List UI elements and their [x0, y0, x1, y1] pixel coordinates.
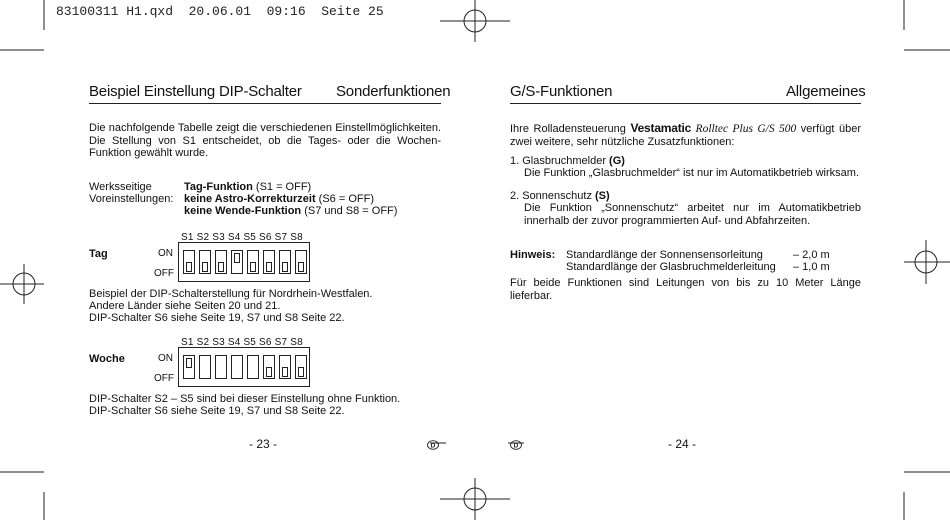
hinweis-label: Hinweis:: [510, 249, 556, 261]
item-2-text: Die Funktion „Sonnenschutz“ arbeitet nur im Automatikbetrieb innerhalb der zuvor programmierten Auf- und Abfahrzeiten.: [524, 202, 861, 227]
hinweis-line-1: Standardlänge der Sonnensensorleitung: [566, 249, 763, 261]
tag-switch-knob-s1: [186, 262, 192, 272]
dip-switch-tag: [178, 242, 310, 282]
tag-off-label: OFF: [154, 268, 174, 279]
tag-switch-knob-s7: [282, 262, 288, 272]
left-page-number: - 23 -: [249, 437, 278, 451]
left-header-section: Sonderfunktionen: [336, 83, 451, 100]
woche-switch-s5: [247, 355, 259, 379]
file-slug: 83100311 H1.qxd 20.06.01 09:16 Seite 25: [56, 4, 384, 19]
tag-switch-s4: [231, 250, 243, 274]
factory-line-3: keine Wende-Funktion (S7 und S8 = OFF): [184, 205, 398, 217]
tag-switch-knob-s4: [234, 253, 240, 263]
brand-logo: Vestamatic: [630, 121, 692, 135]
tag-switch-knob-s6: [266, 262, 272, 272]
tag-switch-s5: [247, 250, 259, 274]
tag-note-2: Andere Länder siehe Seiten 20 und 21.: [89, 300, 281, 312]
factory-line-2: keine Astro-Korrekturzeit (S6 = OFF): [184, 193, 374, 205]
woche-switch-s4: [231, 355, 243, 379]
tag-on-label: ON: [158, 248, 173, 259]
factory-label-2: Voreinstellungen:: [89, 193, 174, 205]
country-d-mark-left: [427, 437, 439, 450]
woche-switch-knob-s8: [298, 367, 304, 377]
tag-switch-knob-s5: [250, 262, 256, 272]
woche-switch-s1: [183, 355, 195, 379]
woche-on-label: ON: [158, 353, 173, 364]
tag-label: Tag: [89, 248, 108, 260]
tag-switch-s3: [215, 250, 227, 274]
item-1-title: 1. Glasbruchmelder (G): [510, 155, 625, 167]
tag-switch-knob-s8: [298, 262, 304, 272]
right-intro: Ihre Rolladensteuerung Vestamatic Rolltec Plus G/S 500 verfügt über zwei weitere, sehr nützliche Zusatzfunktionen:: [510, 121, 861, 148]
woche-switch-knob-s7: [282, 367, 288, 377]
tag-switch-labels: S1 S2 S3 S4 S5 S6 S7 S8: [181, 232, 303, 243]
woche-switch-labels: S1 S2 S3 S4 S5 S6 S7 S8: [181, 337, 303, 348]
left-header-rule: [89, 103, 441, 104]
svg-text:D: D: [430, 442, 436, 450]
woche-note-2: DIP-Schalter S6 siehe Seite 19, S7 und S8 Seite 22.: [89, 405, 345, 417]
woche-note-1: DIP-Schalter S2 – S5 sind bei dieser Einstellung ohne Funktion.: [89, 393, 401, 405]
left-header-title: Beispiel Einstellung DIP-Schalter: [89, 83, 302, 100]
item-2-title: 2. Sonnenschutz (S): [510, 190, 610, 202]
item-1-text: Die Funktion „Glasbruchmelder“ ist nur im Automatikbetrieb wirksam.: [524, 167, 860, 179]
woche-off-label: OFF: [154, 373, 174, 384]
woche-switch-s7: [279, 355, 291, 379]
tag-switch-s1: [183, 250, 195, 274]
right-header-title: G/S-Funktionen: [510, 83, 613, 100]
woche-label: Woche: [89, 353, 125, 365]
tag-switch-s2: [199, 250, 211, 274]
tag-note-3: DIP-Schalter S6 siehe Seite 19, S7 und S8 Seite 22.: [89, 312, 345, 324]
tag-switch-s8: [295, 250, 307, 274]
hinweis-line-2: Standardlänge der Glasbruchmelderleitung: [566, 261, 776, 273]
factory-label-1: Werksseitige: [89, 181, 152, 193]
woche-switch-s2: [199, 355, 211, 379]
woche-switch-knob-s6: [266, 367, 272, 377]
right-header-section: Allgemeines: [786, 83, 866, 100]
woche-switch-s8: [295, 355, 307, 379]
woche-switch-knob-s1: [186, 358, 192, 368]
woche-switch-s3: [215, 355, 227, 379]
tag-switch-knob-s3: [218, 262, 224, 272]
tag-switch-s7: [279, 250, 291, 274]
woche-switch-s6: [263, 355, 275, 379]
tag-switch-s6: [263, 250, 275, 274]
tag-switch-knob-s2: [202, 262, 208, 272]
svg-text:D: D: [513, 442, 519, 450]
factory-line-1: Tag-Funktion (S1 = OFF): [184, 181, 312, 193]
right-header-rule: [510, 103, 861, 104]
hinweis-value-1: – 2,0 m: [793, 249, 830, 261]
tag-note-1: Beispiel der DIP-Schalterstellung für Nordrhein-Westfalen.: [89, 288, 373, 300]
left-intro: Die nachfolgende Tabelle zeigt die verschiedenen Einstellmöglichkeiten. Die Stellung von S1 entscheidet, ob die Tages- oder die Wochen-Funktion gewählt wurde.: [89, 122, 441, 159]
right-page-number: - 24 -: [668, 437, 697, 451]
cable-note: Für beide Funktionen sind Leitungen von bis zu 10 Meter Länge lieferbar.: [510, 277, 861, 302]
hinweis-value-2: – 1,0 m: [793, 261, 830, 273]
country-d-mark-right: [510, 437, 522, 450]
dip-switch-woche: [178, 347, 310, 387]
